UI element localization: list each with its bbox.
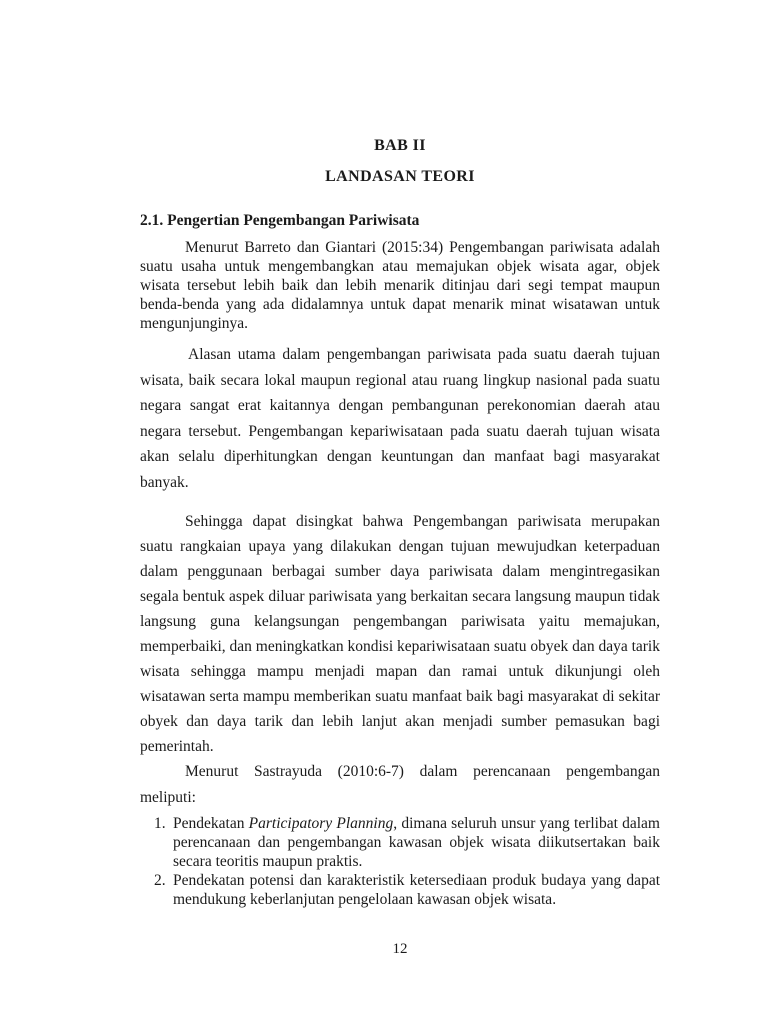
list-item-number: 1. [154, 815, 166, 832]
paragraph-reasons: Alasan utama dalam pengembangan pariwisata pada suatu daerah tujuan wisata, baik secara lokal maupun regional atau ruang lingkup nasional pada suatu negara sangat erat kaitannya dengan pembangunan perekonomian daerah atau negara tersebut. Pengembangan kepariwisataan pada suatu daerah tujuan wisata akan selalu diperhitungkan dengan keuntungan dan manfaat bagi masyarakat banyak. [140, 346, 660, 491]
list-item-text [173, 815, 660, 870]
paragraph-definition: Menurut Barreto dan Giantari (2015:34) Pengembangan pariwisata adalah suatu usaha untuk mengembangkan atau memajukan objek wisata agar, objek wisata tersebut lebih baik dan lebih menarik ditinjau dari segi tempat maupun benda-benda yang ada didalamnya untuk dapat menarik minat wisatawan untuk mengunjunginya. [140, 239, 660, 332]
list-item-text-before: Pendekatan [173, 815, 249, 832]
list-item-text-after: Pendekatan potensi dan karakteristik ketersediaan produk budaya yang dapat mendukung keberlanjutan pengelolaan kawasan objek wisata. [173, 872, 660, 908]
list-item-text-after: , dimana seluruh unsur yang terlibat dalam perencanaan dan pengembangan kawasan objek wisata diikutsertakan baik secara teoritis maupun praktis. [173, 815, 660, 870]
list-item-number: 2. [154, 872, 166, 889]
chapter-title: BAB II [374, 137, 426, 154]
list-item-text [173, 872, 660, 908]
list-item-potensi-karakteristik [140, 871, 660, 909]
list-item-participatory-planning [140, 814, 660, 871]
chapter-subtitle: LANDASAN TEORI [325, 168, 475, 185]
paragraph-summary: Sehingga dapat disingkat bahwa Pengembangan pariwisata merupakan suatu rangkaian upaya yang dilakukan dengan tujuan mewujudkan keterpaduan dalam penggunaan berbagai sumber daya pariwisata dalam mengintregasikan segala bentuk aspek diluar pariwisata yang berkaitan secara langsung maupun tidak langsung guna kelangsungan pengembangan pariwisata yaitu memajukan, memperbaiki, dan meningkatkan kondisi kepariwisataan suatu obyek dan daya tarik wisata sehingga mampu menjadi mapan dan ramai untuk dikunjungi oleh wisatawan serta mampu memberikan suatu manfaat baik bagi masyarakat di sekitar obyek dan daya tarik dan lebih lanjut akan menjadi sumber pemasukan bagi pemerintah. [140, 513, 660, 755]
list-item-text-italic: Participatory Planning [248, 815, 394, 832]
page-number: 12 [392, 941, 408, 957]
paragraph-sastrayuda-intro: Menurut Sastrayuda (2010:6-7) dalam perencanaan pengembangan meliputi: [140, 763, 660, 806]
numbered-list [140, 814, 660, 909]
section-heading: 2.1. Pengertian Pengembangan Pariwisata [140, 212, 420, 229]
